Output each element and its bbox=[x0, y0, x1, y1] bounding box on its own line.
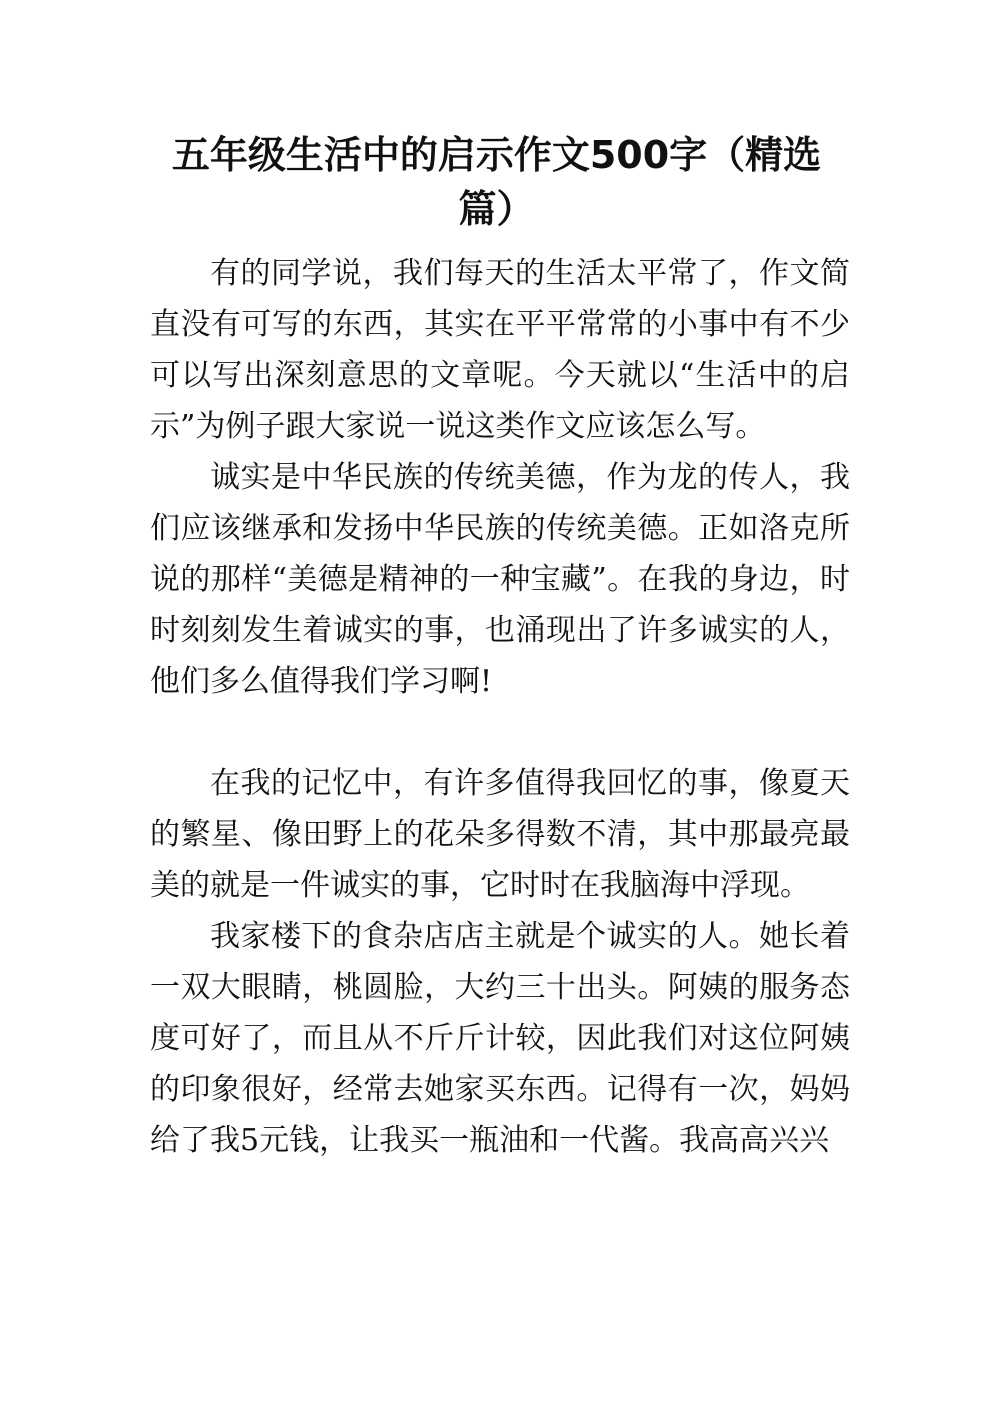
paragraph-spacer bbox=[150, 707, 850, 758]
document-title: 五年级生活中的启示作文500字（精选篇） bbox=[171, 133, 822, 231]
paragraph-2: 诚实是中华民族的传统美德，作为龙的传人，我们应该继承和发扬中华民族的传统美德。正如洛克所说的那样“美德是精神的一种宝藏”。在我的身边，时时刻刻发生着诚实的事，也涌现出了许多诚实的人，他们多么值得我们学习啊! bbox=[150, 460, 850, 699]
paragraph-1: 有的同学说，我们每天的生活太平常了，作文简直没有可写的东西，其实在平平常常的小事中有不少可以写出深刻意思的文章呢。今天就以“生活中的启示”为例子跟大家说一说这类作文应该怎么写。 bbox=[150, 256, 850, 444]
paragraph-4: 我家楼下的食杂店店主就是个诚实的人。她长着一双大眼睛，桃圆脸，大约三十出头。阿姨的服务态度可好了，而且从不斤斤计较，因此我们对这位阿姨的印象很好，经常去她家买东西。记得有一次，妈妈给了我5元钱，让我买一瓶油和一代酱。我高高兴兴 bbox=[150, 919, 850, 1158]
document-body bbox=[150, 248, 850, 1166]
paragraph-3: 在我的记忆中，有许多值得我回忆的事，像夏天的繁星、像田野上的花朵多得数不清，其中那最亮最美的就是一件诚实的事，它时时在我脑海中浮现。 bbox=[150, 766, 850, 903]
